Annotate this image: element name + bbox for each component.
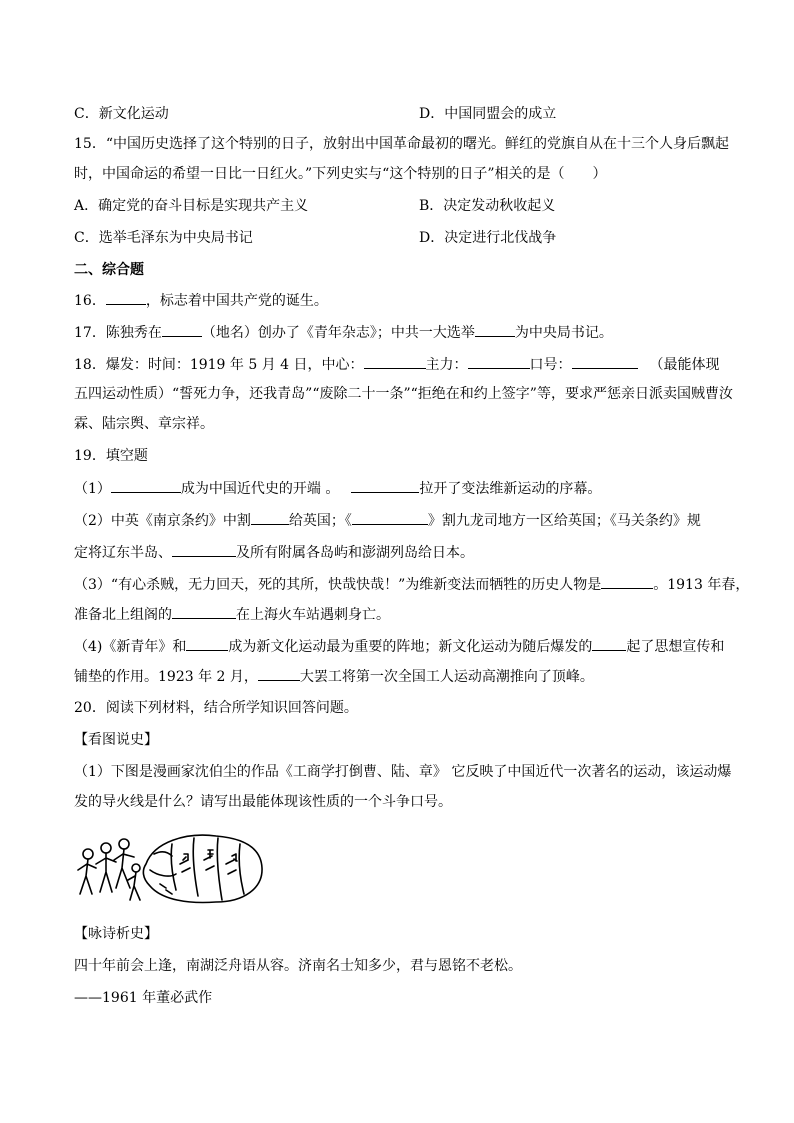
q17 [74,322,734,343]
q19-p2-blank-1[interactable] [251,510,289,525]
q19-p4-text-c: 起了思想宣传和 [626,639,725,655]
q19-p1-text-b: 成为中国近代史的开端 。 [180,481,340,497]
q19-p3-text-c: 准备北上组阁的 [74,607,172,623]
q19-p2-text-e: 及所有附属各岛屿和澎湖列岛给日本。 [236,545,474,561]
q15-option-a[interactable]: A．确定党的奋斗目标是实现共产主义 [74,198,309,214]
q19-p4-blank-3[interactable] [258,666,300,681]
q19-p4-blank-1[interactable] [186,636,228,651]
q17-blank-2[interactable] [475,322,515,337]
q19-p1-blank-1[interactable] [111,478,181,493]
q20-section-poem: 【咏诗析史】 [74,926,158,942]
q19-p2-blank-3[interactable] [172,542,236,557]
figure-zhang-icon [114,839,134,888]
q19-p3-text-a: （3）“有心杀贼，无力回天，死的其所，快哉快哉！”为维新变法而牺牲的历史人物是 [74,577,602,593]
q16-number: 16． [74,293,106,309]
q19-p2-text-c: 》割九龙司地方一区给英国；《马关条约》规 [427,513,701,529]
q15-option-c[interactable]: C．选举毛泽东为中央局书记 [74,230,253,246]
q19-part1 [74,478,734,499]
q19-p4-text-d: 铺垫的作用。1923 年 2 月， [74,669,258,685]
q14-option-c[interactable]: C．新文化运动 [74,106,169,122]
q20-title: 20．阅读下列材料，结合所学知识回答问题。 [74,700,358,716]
q15-options-cd [74,228,734,248]
q19-part3-line1 [74,574,750,595]
q18-blank-center[interactable] [364,354,426,369]
q18-text-d: （最能体现 [649,357,720,373]
q20-section-picture: 【看图说史】 [74,732,158,748]
q19-p3-blank-1[interactable] [601,574,653,589]
q19-part4-line2 [74,666,734,687]
q14-option-d[interactable]: D．中国同盟会的成立 [419,106,557,122]
q19-p3-text-b: 。1913 年春， [653,577,750,593]
q18-text-a: 18．爆发：时间：1919 年 5 月 4 日，中心： [74,357,364,373]
q19-p1-text-c: 拉开了变法维新运动的序幕。 [419,481,602,497]
q20-sub1-line2: 发的导火线是什么？请写出最能体现该性质的一个斗争口号。 [74,794,452,810]
q19-part2-line2 [74,542,734,563]
q17-text-b: （地名）创办了《青年杂志》；中共一大选举 [201,325,475,341]
q15-option-d[interactable]: D．决定进行北伐战争 [419,230,557,246]
q15-stem-line2: 时，中国命运的希望一日比一日红火。”下列史实与“这个特别的日子”相关的是（ ） [74,166,607,182]
q19-title: 19．填空题 [74,448,148,464]
q18-blank-slogan[interactable] [572,354,638,369]
section-title: 二、综合题 [74,262,144,278]
q19-part2-line1 [74,510,734,531]
q19-p2-text-b: 给英国；《 [288,513,352,529]
q17-text-c: 为中央局书记。 [514,325,613,341]
fist-icon [143,835,262,902]
q18-text-c: 口号： [529,357,572,373]
q19-part3-line2 [74,604,734,625]
cartoon-illustration [76,824,266,910]
q14-options-row [74,104,734,124]
q19-p2-text-a: （2）中英《南京条约》中割 [74,513,251,529]
q16 [74,290,734,311]
q19-p3-text-d: 在上海火车站遇刺身亡。 [236,607,390,623]
q19-p2-text-d: 定将辽东半岛、 [74,545,172,561]
q20-sub1-line1: （1）下图是漫画家沈伯尘的作品《工商学打倒曹、陆、章》 它反映了中国近代一次著名的运动，该运动爆 [74,764,732,780]
q19-p4-text-a: （4)《新青年》和 [74,639,187,655]
q19-p4-text-b: 成为新文化运动最为重要的阵地；新文化运动为随后爆发的 [228,639,593,655]
q15-options-ab [74,196,734,216]
q19-p1-blank-2[interactable] [351,478,419,493]
figure-4-icon [128,864,140,900]
q17-blank-1[interactable] [162,322,202,337]
q16-text: ，标志着中国共产党的诞生。 [145,293,328,309]
q19-p4-text-e: 大罢工将第一次全国工人运动高潮推向了顶峰。 [299,669,594,685]
q18-line2: 五四运动性质）“誓死力争，还我青岛”“废除二十一条”“拒绝在和约上签字”等，要求严惩亲日派卖国贼曹汝 [74,386,733,402]
figure-cao-icon [78,849,96,894]
figure-lu-icon [96,843,116,892]
q17-text-a: 17．陈独秀在 [74,325,162,341]
q15-stem-line1: 15．“中国历史选择了这个特别的日子，放射出中国革命最初的曙光。鲜红的党旗自从在十三个人身后飘起 [74,136,729,152]
q18-text-b: 主力： [425,357,468,373]
q20-poem: 四十年前会上逢，南湖泛舟语从容。济南名士知多少，君与恩铭不老松。 [74,958,522,974]
q19-part4-line1 [74,636,734,657]
q18-blank-main-force[interactable] [468,354,530,369]
q16-answer-blank[interactable] [106,290,146,305]
q19-p4-blank-2[interactable] [592,636,626,651]
q18-line3: 霖、陆宗舆、章宗祥。 [74,416,214,432]
q19-p1-label: （1） [74,481,111,497]
q18-line1 [74,354,734,375]
q19-p2-blank-2[interactable] [352,510,428,525]
q15-option-b[interactable]: B．决定发动秋收起义 [419,198,556,214]
q19-p3-blank-2[interactable] [172,604,236,619]
q20-poem-author: ——1961 年董必武作 [74,990,213,1006]
